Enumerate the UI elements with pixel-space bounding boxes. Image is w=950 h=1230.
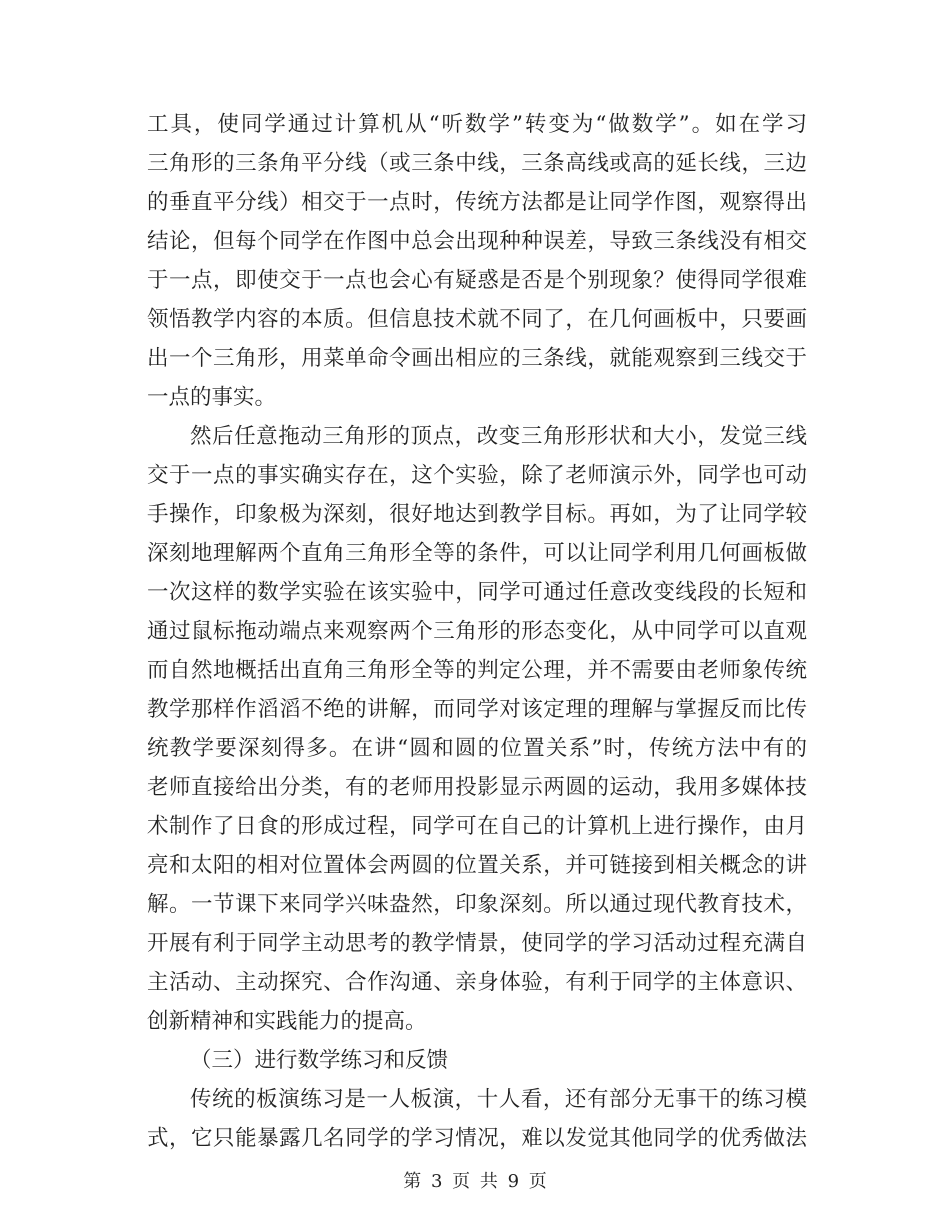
text-line: 老师直接给出分类，有的老师用投影显示两圆的运动，我用多媒体技 bbox=[147, 775, 807, 800]
page-number-footer: 第 3 页 共 9 页 bbox=[403, 1171, 547, 1192]
text-line: 教学那样作滔滔不绝的讲解，而同学对该定理的理解与掌握反而比传 bbox=[147, 697, 807, 722]
text-line: 统教学要深刻得多。在讲“圆和圆的位置关系”时，传统方法中有的 bbox=[147, 736, 807, 761]
text-line: 领悟教学内容的本质。但信息技术就不同了，在几何画板中，只要画 bbox=[147, 307, 807, 332]
text-line: 主活动、主动探究、合作沟通、亲身体验，有利于同学的主体意识、 bbox=[147, 970, 807, 995]
section-heading: （三）进行数学练习和反馈 bbox=[190, 1048, 449, 1073]
text-line: 亮和太阳的相对位置体会两圆的位置关系，并可链接到相关概念的讲 bbox=[147, 853, 807, 878]
text-line: 出一个三角形，用菜单命令画出相应的三条线，就能观察到三线交于 bbox=[147, 346, 807, 371]
text-line: 通过鼠标拖动端点来观察两个三角形的形态变化，从中同学可以直观 bbox=[147, 619, 807, 644]
text-line: 工具，使同学通过计算机从“听数学”转变为“做数学”。如在学习 bbox=[147, 112, 807, 137]
text-line: 术制作了日食的形成过程，同学可在自己的计算机上进行操作，由月 bbox=[147, 814, 807, 839]
text-line: 深刻地理解两个直角三角形全等的条件，可以让同学利用几何画板做 bbox=[147, 541, 807, 566]
text-line: 传统的板演练习是一人板演，十人看，还有部分无事干的练习模 bbox=[190, 1087, 807, 1112]
text-line: 三角形的三条角平分线（或三条中线，三条高线或高的延长线，三边 bbox=[147, 151, 807, 176]
text-line: 一次这样的数学实验在该实验中，同学可通过任意改变线段的长短和 bbox=[147, 580, 807, 605]
text-line: 而自然地概括出直角三角形全等的判定公理，并不需要由老师象传统 bbox=[147, 658, 807, 683]
text-line: 然后任意拖动三角形的顶点，改变三角形形状和大小，发觉三线 bbox=[190, 424, 807, 449]
text-line: 创新精神和实践能力的提高。 bbox=[147, 1009, 427, 1034]
text-line: 结论，但每个同学在作图中总会出现种种误差，导致三条线没有相交 bbox=[147, 229, 807, 254]
text-line: 于一点，即使交于一点也会心有疑惑是否是个别现象？使得同学很难 bbox=[147, 268, 807, 293]
text-line: 手操作，印象极为深刻，很好地达到教学目标。再如，为了让同学较 bbox=[147, 502, 807, 527]
text-line: 一点的事实。 bbox=[147, 385, 277, 410]
text-line: 开展有利于同学主动思考的教学情景，使同学的学习活动过程充满自 bbox=[147, 931, 807, 956]
text-line: 交于一点的事实确实存在，这个实验，除了老师演示外，同学也可动 bbox=[147, 463, 807, 488]
text-line: 式，它只能暴露几名同学的学习情况，难以发觉其他同学的优秀做法 bbox=[147, 1126, 807, 1151]
text-line: 解。一节课下来同学兴味盎然，印象深刻。所以通过现代教育技术， bbox=[147, 892, 807, 917]
text-line: 的垂直平分线）相交于一点时，传统方法都是让同学作图，观察得出 bbox=[147, 190, 807, 215]
